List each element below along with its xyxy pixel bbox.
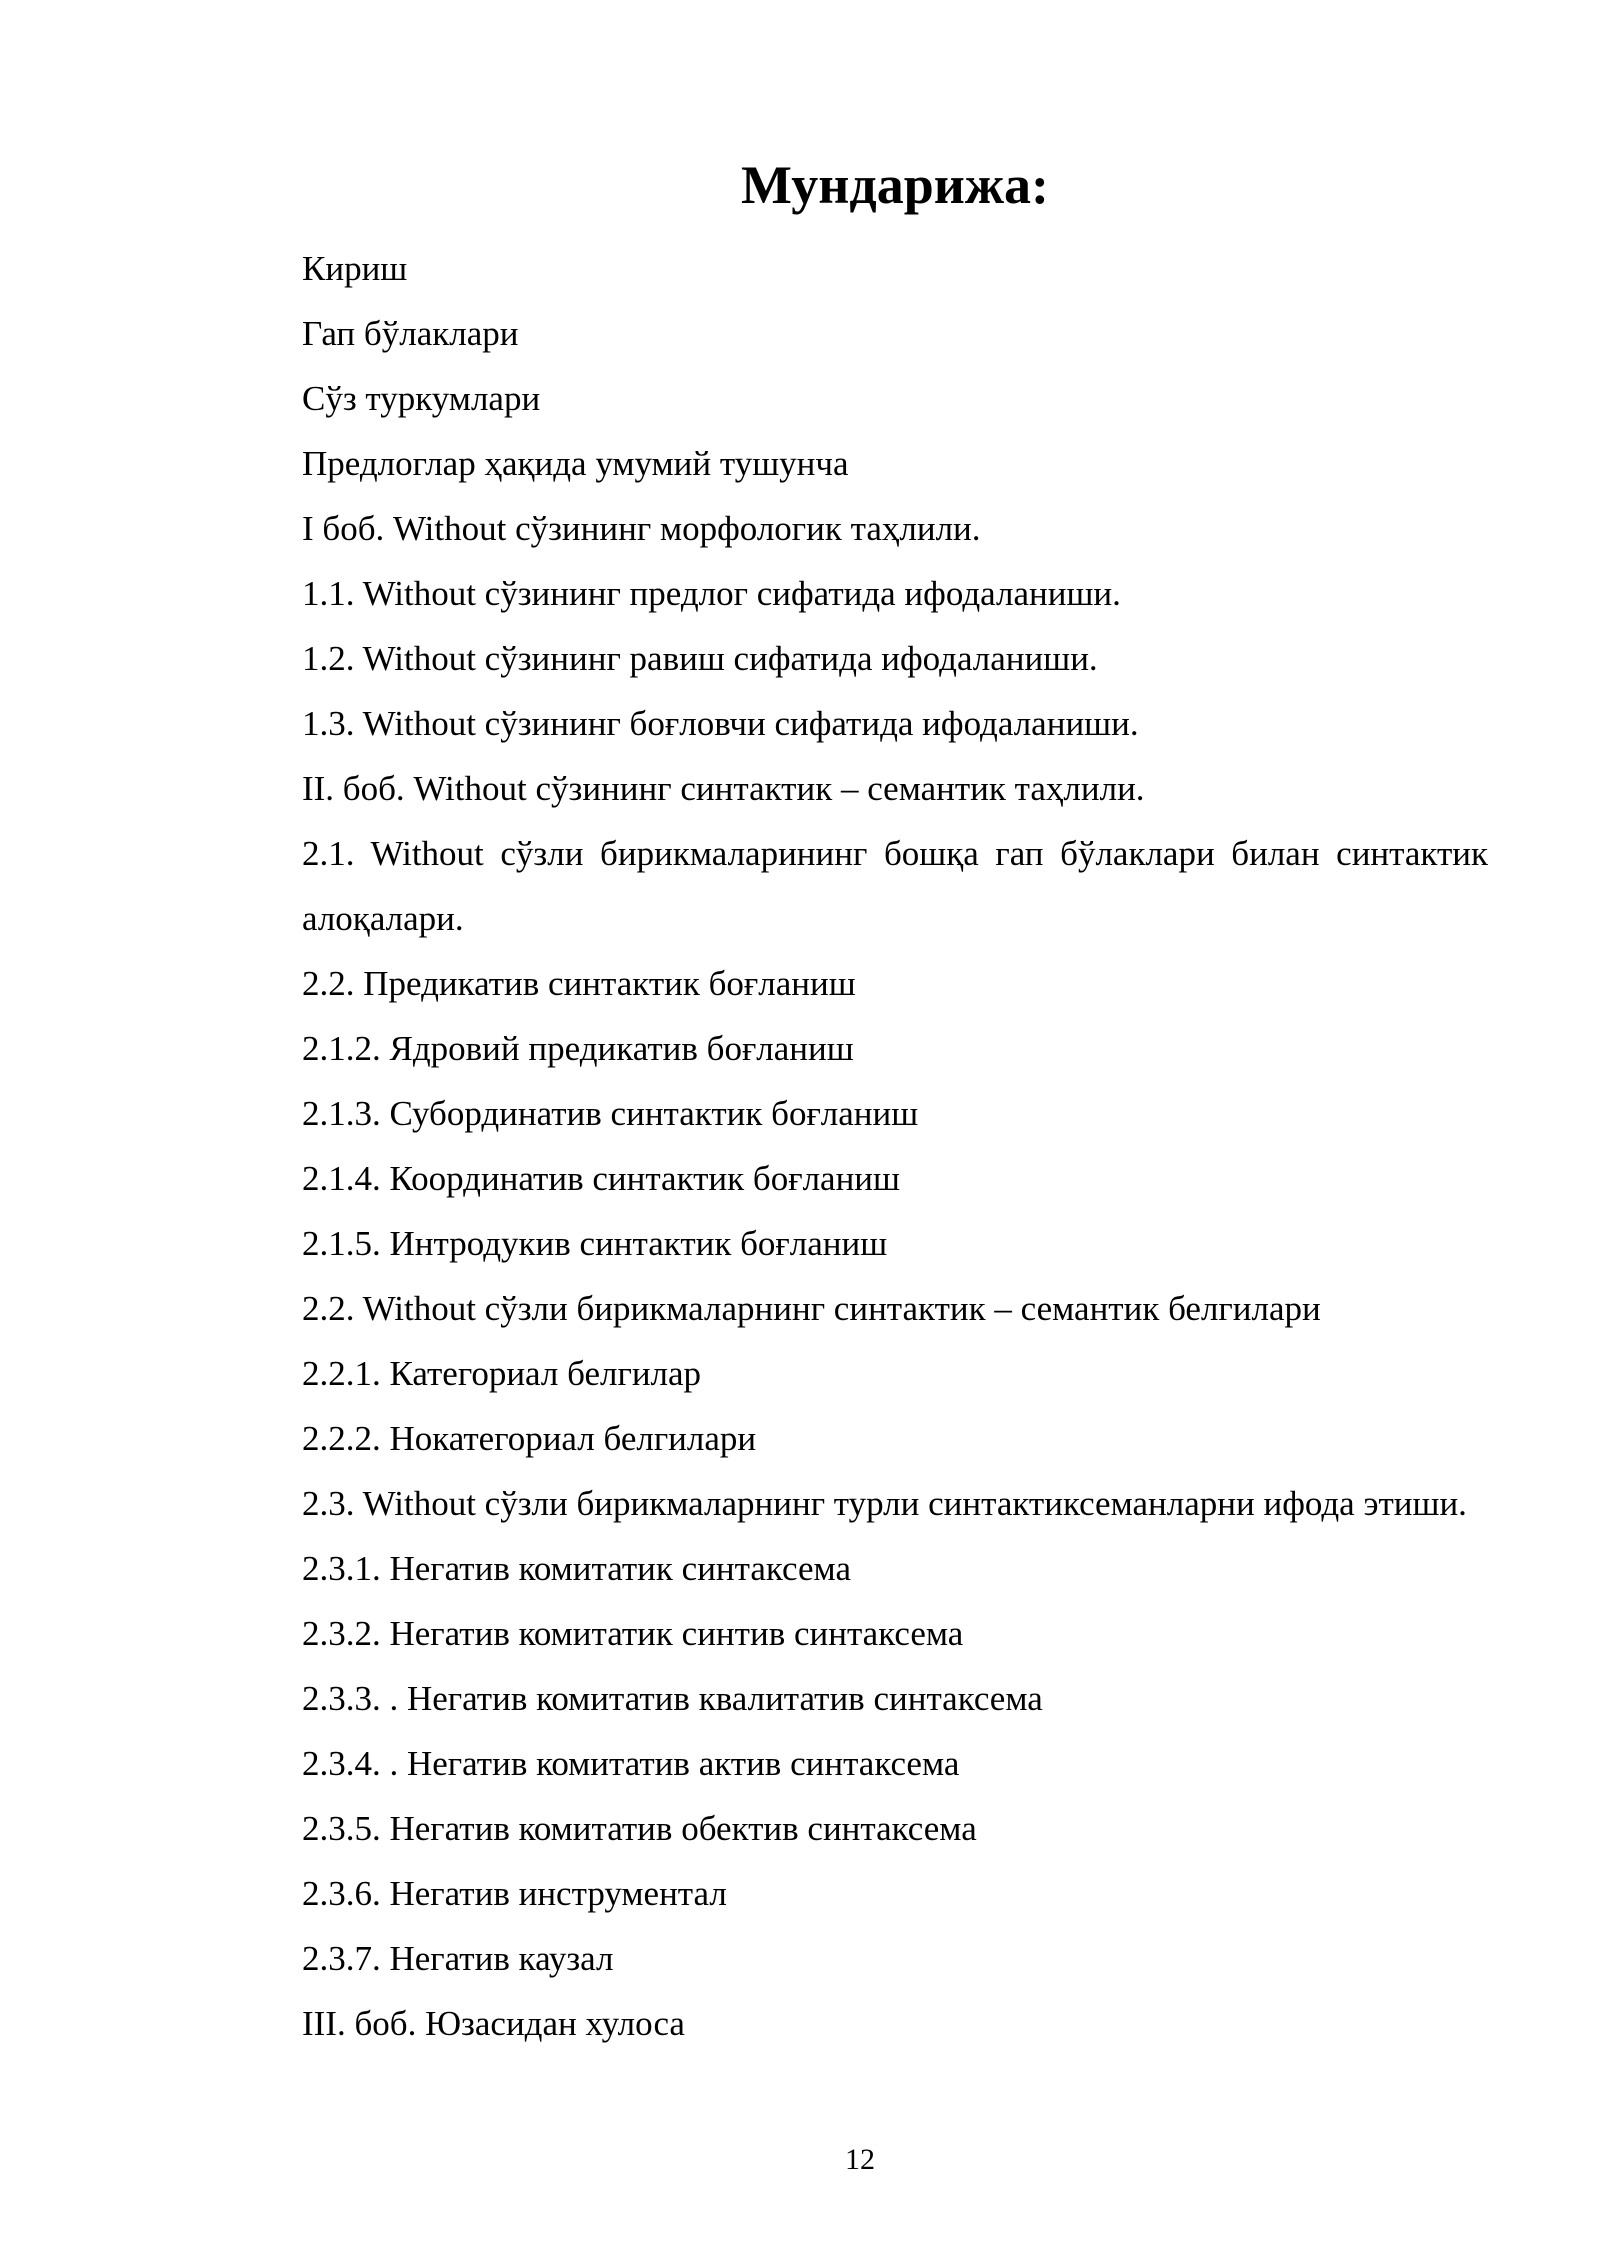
toc-item: 2.1.5. Интродукив синтактик боғланиш bbox=[302, 1224, 888, 1263]
toc-item: 2.3.4. . Негатив комитатив актив синтаксема bbox=[302, 1744, 960, 1783]
toc-item: 2.1.3. Субординатив синтактик боғланиш bbox=[302, 1094, 919, 1133]
toc-item: 2.3.1. Негатив комитатик синтаксема bbox=[302, 1549, 851, 1588]
toc-item: 2.2. Предикатив синтактик боғланиш bbox=[302, 964, 856, 1003]
toc-item: 2.1.2. Ядровий предикатив боғланиш bbox=[302, 1029, 854, 1068]
toc-item: III. боб. Юзасидан хулоса bbox=[302, 2004, 685, 2043]
toc-item: 1.3. Without сўзининг боғловчи сифатида ифодаланиши. bbox=[302, 704, 1139, 743]
toc-item: Сўз туркумлари bbox=[302, 379, 541, 418]
toc-item: 2.1. Without сўзли бирикмаларининг бошқа гап бўлаклари билан синтактик алоқалари. bbox=[302, 834, 1488, 938]
toc-item: 2.2.2. Нокатегориал белгилари bbox=[302, 1419, 757, 1458]
toc-item: 1.1. Without сўзининг предлог сифатида ифодаланиши. bbox=[302, 574, 1121, 613]
toc-item: 2.3. Without сўзли бирикмаларнинг турли синтактиксеманларни ифода этиши. bbox=[302, 1484, 1467, 1523]
table-of-contents bbox=[302, 236, 1488, 2056]
toc-item: 2.3.5. Негатив комитатив обектив синтаксема bbox=[302, 1809, 977, 1848]
toc-item: Кириш bbox=[302, 249, 408, 288]
page-number: 12 bbox=[845, 2143, 875, 2176]
toc-item: 2.3.3. . Негатив комитатив квалитатив синтаксема bbox=[302, 1679, 1043, 1718]
toc-item: I боб. Without сўзининг морфологик таҳлили. bbox=[302, 509, 981, 548]
toc-item: 2.3.2. Негатив комитатик синтив синтаксема bbox=[302, 1614, 964, 1653]
toc-item: 2.2. Without сўзли бирикмаларнинг синтактик – семантик белгилари bbox=[302, 1289, 1321, 1328]
toc-item: Предлоглар ҳақида умумий тушунча bbox=[302, 444, 849, 483]
toc-item: 2.3.7. Негатив каузал bbox=[302, 1939, 614, 1978]
toc-item: 2.1.4. Координатив синтактик боғланиш bbox=[302, 1159, 900, 1198]
toc-item: 2.2.1. Категориал белгилар bbox=[302, 1354, 702, 1393]
toc-item: Гап бўлаклари bbox=[302, 314, 519, 353]
toc-item: 2.3.6. Негатив инструментал bbox=[302, 1874, 727, 1913]
toc-item: 1.2. Without сўзининг равиш сифатида ифодаланиши. bbox=[302, 639, 1098, 678]
page-title: Мундарижа: bbox=[741, 155, 1049, 215]
toc-item: II. боб. Without сўзининг синтактик – семантик таҳлили. bbox=[302, 769, 1145, 808]
